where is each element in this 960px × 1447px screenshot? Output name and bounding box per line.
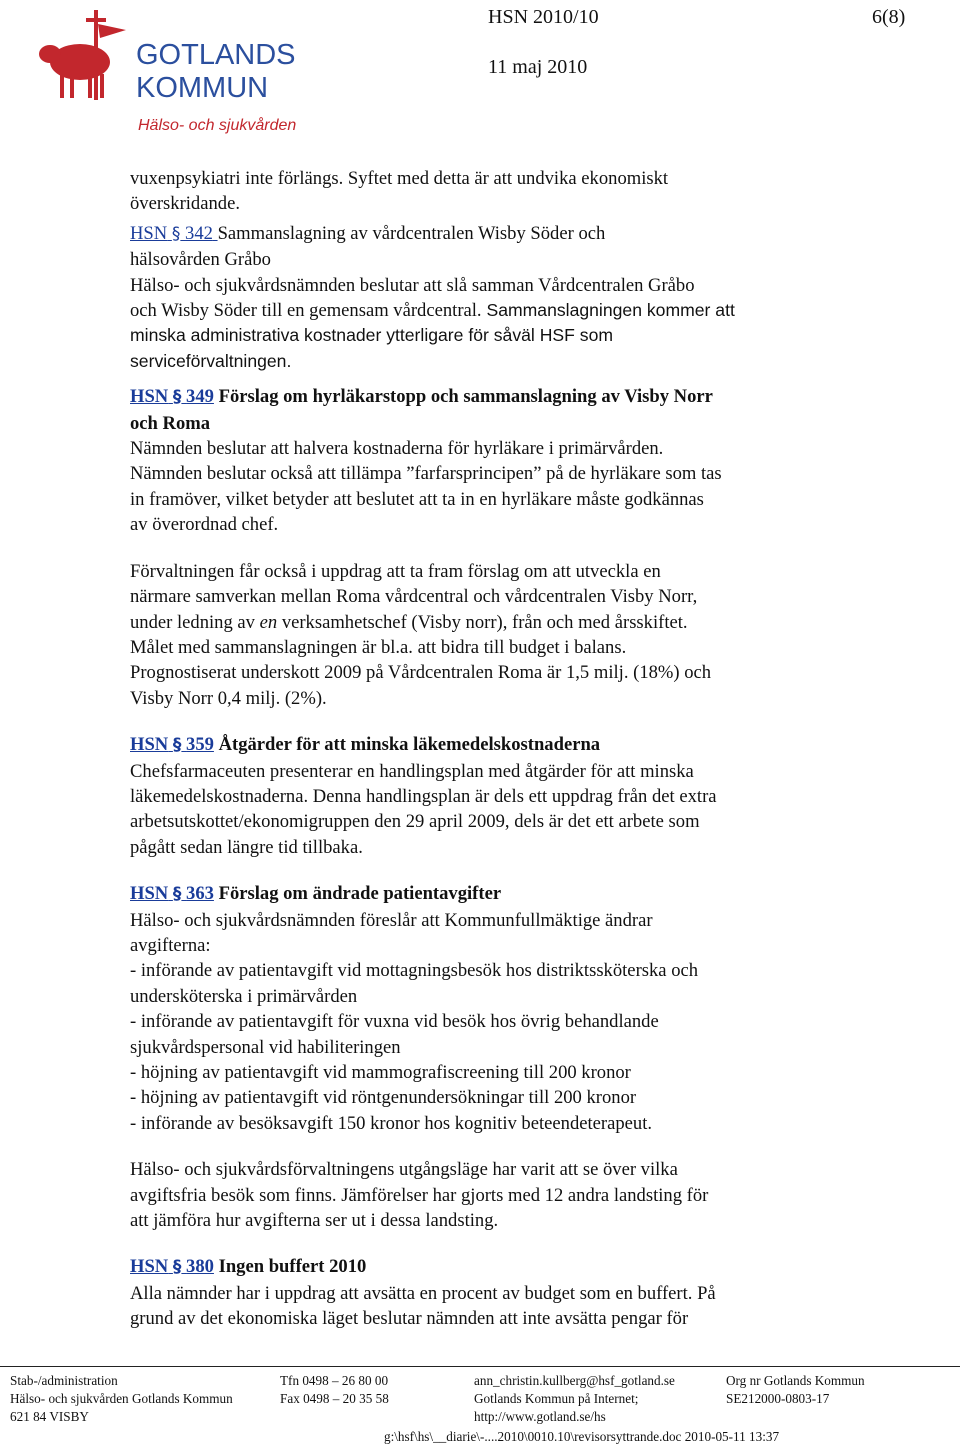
- hsn-380-link[interactable]: HSN: [130, 1256, 169, 1278]
- footer-file-path: g:\hsf\hs\__diarie\-....2010\0010.10\revisorsyttrande.doc 2010-05-11 13:37: [384, 1429, 780, 1444]
- section-349: HSN § 349 Förslag om hyrläkarstopp och sammanslagning av Visby Norr och Roma Nämnden beslutar att halvera kostnaderna för hyrläkare i primärvården. Nämnden beslutar också att tillämpa ”farfarsprincipen” på de hyrläkare som tas in framöver, vilket betyder att beslutet att ta in en hyrläkare måste godkännas av överordnad chef.: [130, 386, 722, 536]
- section-363: HSN § 363 Förslag om ändrade patientavgifter Hälso- och sjukvårdsnämnden föreslår att Kommunfullmäktige ändrar avgifterna: - införande av patientavgift vid mottagningsbesök hos distriktssköterska och undersköterska i primärvården - införande av patientavgift för vuxna vid besök hos övrig behandlande sjukvårdspersonal vid habiliteringen - höjning av patientavgift vid mammografiscreening till 200 kronor - höjning av patientavgift vid röntgenundersökningar till 200 kronor - införande av besöksavgift 150 kronor hos kognitiv beteendeterapeut.: [130, 883, 699, 1134]
- section-title: Åtgärder för att minska läkemedelskostnaderna: [213, 734, 601, 756]
- footer-phone: Tfn 0498 – 26 80 00 Fax 0498 – 20 35 58: [280, 1373, 389, 1406]
- document-date: 11 maj 2010: [488, 56, 588, 78]
- page-number: 6(8): [872, 6, 906, 28]
- section-sign-icon: §: [172, 735, 182, 756]
- paragraph: vuxenpsykiatri inte förlängs. Syftet med detta är att undvika ekonomiskt överskridande.: [130, 168, 669, 215]
- hsn-349-link[interactable]: HSN: [130, 386, 169, 408]
- section-title: Sammanslagning av vårdcentralen Wisby Söder och: [217, 222, 606, 244]
- hsn-363-link[interactable]: HSN: [130, 883, 169, 905]
- section-title: Förslag om ändrade patientavgifter: [213, 883, 502, 905]
- section-380: HSN § 380 Ingen buffert 2010 Alla nämnder har i uppdrag att avsätta en procent av budget som en buffert. På grund av det ekonomiska läget beslutar nämnden att inte avsätta pengar för: [130, 1256, 716, 1330]
- logo-tagline: Hälso- och sjukvården: [138, 117, 297, 134]
- section-342: HSN § 342 Sammanslagning av vårdcentralen Wisby Söder och hälsovården Gråbo Hälso- och sjukvårdsnämnden beslutar att slå samman Vårdcentralen Gråbo och Wisby Söder till en gemensam vårdcentral. Sammanslagningen kommer att minska administrativa kostnader ytterligare för såväl HSF som serviceförvaltningen.: [130, 222, 735, 371]
- hsn-359-link[interactable]: HSN: [130, 734, 169, 756]
- footer-org-number: Org nr Gotlands Kommun SE212000-0803-17: [726, 1373, 865, 1406]
- gotlands-kommun-logo: [8, 4, 308, 134]
- footer-contact: ann_christin.kullberg@hsf_gotland.se Gotlands Kommun på Internet; http://www.gotland.se/hs: [474, 1373, 675, 1424]
- section-sign-icon: §: [172, 387, 182, 408]
- ram-emblem-icon: [8, 4, 308, 134]
- section-sign-icon: §: [172, 884, 182, 905]
- section-title: hälsovården Gråbo: [130, 249, 271, 271]
- logo-line-1: GOTLANDS: [136, 39, 296, 71]
- section-sign-icon: §: [171, 223, 181, 244]
- section-title: och Roma: [130, 412, 211, 434]
- footer-website[interactable]: http://www.gotland.se/hs: [474, 1409, 606, 1424]
- section-title: Ingen buffert 2010: [213, 1256, 367, 1278]
- page-footer: [0, 1366, 960, 1447]
- hsn-342-link[interactable]: HSN: [130, 222, 168, 244]
- section-title: Förslag om hyrläkarstopp och sammanslagning av Visby Norr: [213, 386, 713, 408]
- hsn-342-number[interactable]: 342: [185, 222, 213, 244]
- hsn-359-number[interactable]: 359: [186, 734, 214, 756]
- section-359: HSN § 359 Åtgärder för att minska läkemedelskostnaderna Chefsfarmaceuten presenterar en handlingsplan med åtgärder för att minska läkemedelskostnaderna. Denna handlingsplan är dels ett uppdrag från det extra arbetsutskottet/ekonomigruppen den 29 april 2009, dels är det ett arbete som pågått sedan längre tid tillbaka.: [130, 734, 717, 858]
- section-sign-icon: §: [172, 1257, 182, 1278]
- footer-email[interactable]: ann_christin.kullberg@hsf_gotland.se: [474, 1373, 675, 1388]
- document-reference: HSN 2010/10: [488, 6, 599, 28]
- hsn-380-number[interactable]: 380: [186, 1256, 214, 1278]
- footer-address: Stab-/administration Hälso- och sjukvården Gotlands Kommun 621 84 VISBY: [10, 1373, 233, 1424]
- paragraph: Förvaltningen får också i uppdrag att ta fram förslag om att utveckla en närmare samverkan mellan Roma vårdcentral och vårdcentralen Visby Norr, under ledning av en verksamhetschef (Visby norr), från och med årsskiftet. Målet med sammanslagningen är bl.a. att bidra till budget i balans. Prognostiserat underskott 2009 på Vårdcentralen Roma är 1,5 milj. (18%) och Visby Norr 0,4 milj. (2%).: [130, 560, 712, 709]
- logo-line-2: KOMMUN: [136, 72, 269, 104]
- hsn-363-number[interactable]: 363: [186, 883, 214, 905]
- hsn-349-number[interactable]: 349: [186, 386, 214, 408]
- paragraph: Hälso- och sjukvårdsförvaltningens utgångsläge har varit att se över vilka avgiftsfria besök som finns. Jämförelser har gjorts med 12 andra landsting för att jämföra hur avgifterna ser ut i dessa landsting.: [130, 1159, 709, 1232]
- document-body: [130, 166, 850, 1332]
